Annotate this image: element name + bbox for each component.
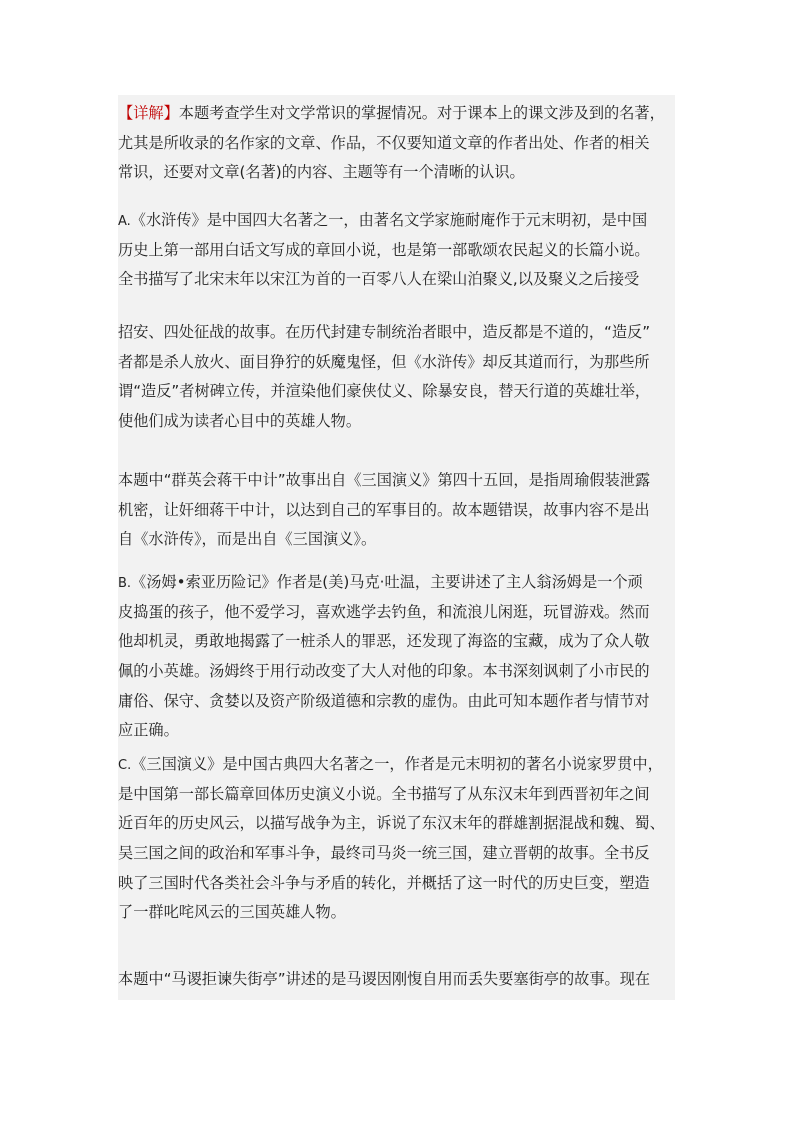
option-c-line: 近百年的历史风云，以描写战争为主，诉说了东汉末年的群雄割据混战和魏、蜀、: [118, 814, 665, 833]
option-a-cont-line: 招安、四处征战的故事。在历代封建专制统治者眼中，造反都是不道的，“造反”: [118, 323, 651, 341]
option-a-judge-line: 自《水浒传》，而是出自《三国演义》。: [118, 530, 377, 549]
answer-explanation-panel: [118, 95, 675, 1000]
option-a-judgement-paragraph: [118, 466, 675, 555]
option-c-line: 吴三国之间的政治和军事斗争，最终司马炎一统三国，建立晋朝的故事。全书反: [118, 844, 650, 863]
option-b-line: 庸俗、保守、贪婪以及资产阶级道德和宗教的虚伪。由此可知本题作者与情节对: [118, 691, 650, 710]
option-b-line: 他却机灵，勇敢地揭露了一桩杀人的罪恶，还发现了海盗的宝藏，成为了众人敬: [118, 632, 650, 651]
option-c-judge-line: 本题中“马谡拒谏失街亭”讲述的是马谡因刚愎自用而丢失要塞街亭的故事。现在: [118, 970, 651, 988]
detail-paragraph: [118, 99, 675, 188]
option-a-judge-line: 本题中“群英会蒋干中计”故事出自《三国演义》第四十五回，是指周瑜假装泄露: [118, 471, 651, 489]
option-a-continued-paragraph: [118, 318, 675, 437]
detail-tag: 【详解】: [118, 104, 179, 122]
option-c-label: C.: [118, 758, 132, 773]
option-c-judgement-paragraph: [118, 965, 675, 995]
detail-line: 本题考查学生对文学常识的掌握情况。对于课本上的课文涉及到的名著，: [178, 104, 665, 122]
option-b-label: B.: [118, 576, 132, 591]
detail-line: 常识，还要对文章(名著)的内容、主题等有一个清晰的认识。: [118, 163, 525, 182]
option-b-line: 皮捣蛋的孩子，他不爱学习，喜欢逃学去钓鱼，和流浪儿闲逛，玩冒游戏。然而: [118, 602, 650, 621]
option-c-line: 《三国演义》是中国古典四大名著之一，作者是元末明初的著名小说家罗贯中，: [131, 755, 663, 773]
option-c-line: 是中国第一部长篇章回体历史演义小说。全书描写了从东汉末年到西晋初年之间: [118, 784, 650, 803]
option-a-paragraph: [118, 206, 675, 295]
option-b-line: 佩的小英雄。汤姆终于用行动改变了大人对他的印象。本书深刻讽刺了小市民的: [118, 662, 650, 681]
option-b-paragraph: [118, 568, 675, 746]
option-a-line: 《水浒传》是中国四大名著之一，由著名文学家施耐庵作于元末明初，是中国: [130, 211, 648, 229]
option-c-line: 映了三国时代各类社会斗争与矛盾的转化，并概括了这一时代的历史巨变，塑造: [118, 873, 650, 892]
option-a-line: 全书描写了北宋末年以宋江为首的一百零八人在梁山泊聚义,以及聚义之后接受: [118, 270, 640, 289]
detail-line: 尤其是所收录的名作家的文章、作品，不仅要知道文章的作者出处、作者的相关: [118, 133, 650, 152]
option-b-line: 《汤姆•索亚历险记》作者是(美)马克·吐温，主要讲述了主人翁汤姆是一个顽: [131, 573, 643, 591]
option-a-label: A.: [118, 214, 131, 229]
option-a-line: 历史上第一部用白话文写成的章回小说，也是第一部歌颂农民起义的长篇小说。: [118, 240, 650, 259]
option-c-paragraph: [118, 750, 675, 928]
option-a-cont-line: 谓“造反”者树碑立传，并渲染他们豪侠仗义、除暴安良，替天行道的英雄壮举，: [118, 382, 651, 401]
option-b-line: 应正确。: [118, 721, 179, 740]
option-c-line: 了一群叱咤风云的三国英雄人物。: [118, 903, 346, 922]
option-a-judge-line: 机密，让奸细蒋干中计，以达到自己的军事目的。故本题错误，故事内容不是出: [118, 500, 650, 519]
option-a-cont-line: 使他们成为读者心目中的英雄人物。: [118, 412, 361, 431]
option-a-cont-line: 者都是杀人放火、面目狰狞的妖魔鬼怪，但《水浒传》却反其道而行，为那些所: [118, 352, 650, 371]
